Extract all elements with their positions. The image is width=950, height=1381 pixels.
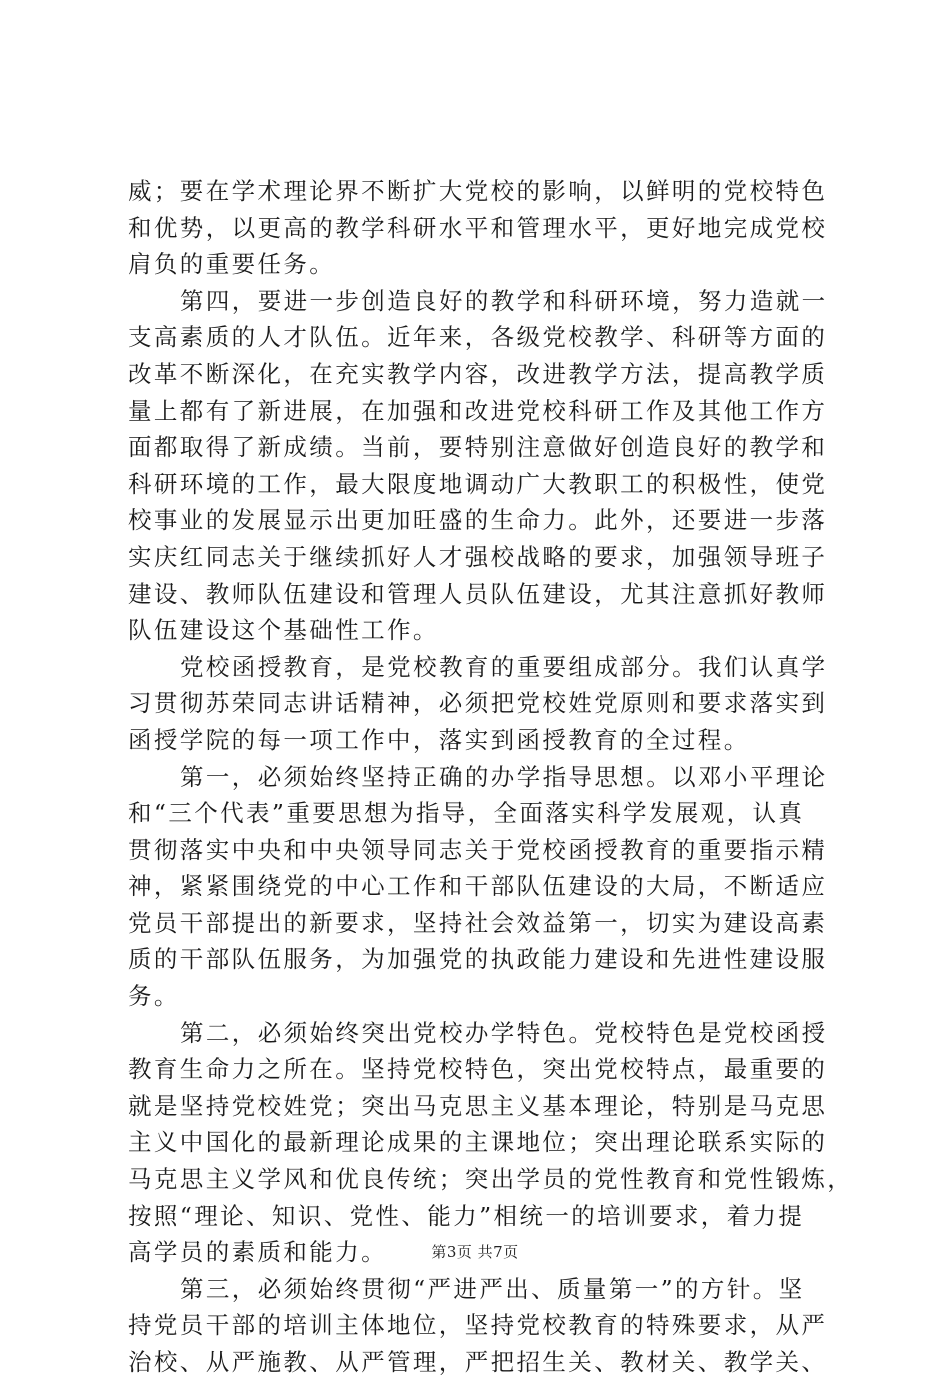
text-line: 持党员干部的培训主体地位，坚持党校教育的特殊要求，从严 <box>128 1311 828 1340</box>
text-line: 按照“理论、知识、党性、能力”相统一的培训要求，着力提 <box>128 1201 805 1230</box>
text-line: 第二，必须始终突出党校办学特色。党校特色是党校函授 <box>180 1018 828 1047</box>
text-line: 马克思主义学风和优良传统；突出学员的党性教育和党性锻炼， <box>128 1165 854 1194</box>
text-line: 队伍建设这个基础性工作。 <box>128 616 439 645</box>
body-text <box>128 173 854 1381</box>
text-line: 第一，必须始终坚持正确的办学指导思想。以邓小平理论 <box>180 762 828 791</box>
text-line: 函授学院的每一项工作中，落实到函授教育的全过程。 <box>128 725 750 754</box>
text-line: 实庆红同志关于继续抓好人才强校战略的要求，加强领导班子 <box>128 542 828 571</box>
text-line: 建设、教师队伍建设和管理人员队伍建设，尤其注意抓好教师 <box>128 579 828 608</box>
text-line: 和“三个代表”重要思想为指导，全面落实科学发展观，认真 <box>128 799 805 828</box>
text-line: 第四，要进一步创造良好的教学和科研环境，努力造就一 <box>180 286 828 315</box>
text-line: 就是坚持党校姓党；突出马克思主义基本理论，特别是马克思 <box>128 1091 828 1120</box>
text-line: 教育生命力之所在。坚持党校特色，突出党校特点，最重要的 <box>128 1055 828 1084</box>
text-line: 量上都有了新进展，在加强和改进党校科研工作及其他工作方 <box>128 396 828 425</box>
text-line: 贯彻落实中央和中央领导同志关于党校函授教育的重要指示精 <box>128 835 828 864</box>
text-line: 质的干部队伍服务，为加强党的执政能力建设和先进性建设服 <box>128 945 828 974</box>
text-line: 科研环境的工作，最大限度地调动广大教职工的积极性，使党 <box>128 469 828 498</box>
text-line: 面都取得了新成绩。当前，要特别注意做好创造良好的教学和 <box>128 433 828 462</box>
text-line: 神，紧紧围绕党的中心工作和干部队伍建设的大局，不断适应 <box>128 872 828 901</box>
text-line: 支高素质的人才队伍。近年来，各级党校教学、科研等方面的 <box>128 323 828 352</box>
text-line: 高学员的素质和能力。 <box>128 1238 387 1267</box>
text-line: 党员干部提出的新要求，坚持社会效益第一，切实为建设高素 <box>128 908 828 937</box>
text-line: 威；要在学术理论界不断扩大党校的影响，以鲜明的党校特色 <box>128 177 828 205</box>
text-line: 第三，必须始终贯彻“严进严出、质量第一”的方针。坚 <box>180 1274 805 1303</box>
text-line: 肩负的重要任务。 <box>128 250 336 279</box>
text-line: 主义中国化的最新理论成果的主课地位；突出理论联系实际的 <box>128 1128 828 1157</box>
text-line: 和优势，以更高的教学科研水平和管理水平，更好地完成党校 <box>128 213 828 242</box>
text-line: 习贯彻苏荣同志讲话精神，必须把党校姓党原则和要求落实到 <box>128 689 828 718</box>
text-line: 务。 <box>128 982 180 1011</box>
text-line: 校事业的发展显示出更加旺盛的生命力。此外，还要进一步落 <box>128 506 828 535</box>
page-footer: 第3页 共7页 <box>431 1243 519 1261</box>
text-line: 治校、从严施教、从严管理，严把招生关、教材关、教学关、 <box>128 1348 828 1376</box>
text-line: 党校函授教育，是党校教育的重要组成部分。我们认真学 <box>180 652 828 681</box>
text-line: 改革不断深化，在充实教学内容，改进教学方法，提高教学质 <box>128 359 828 388</box>
